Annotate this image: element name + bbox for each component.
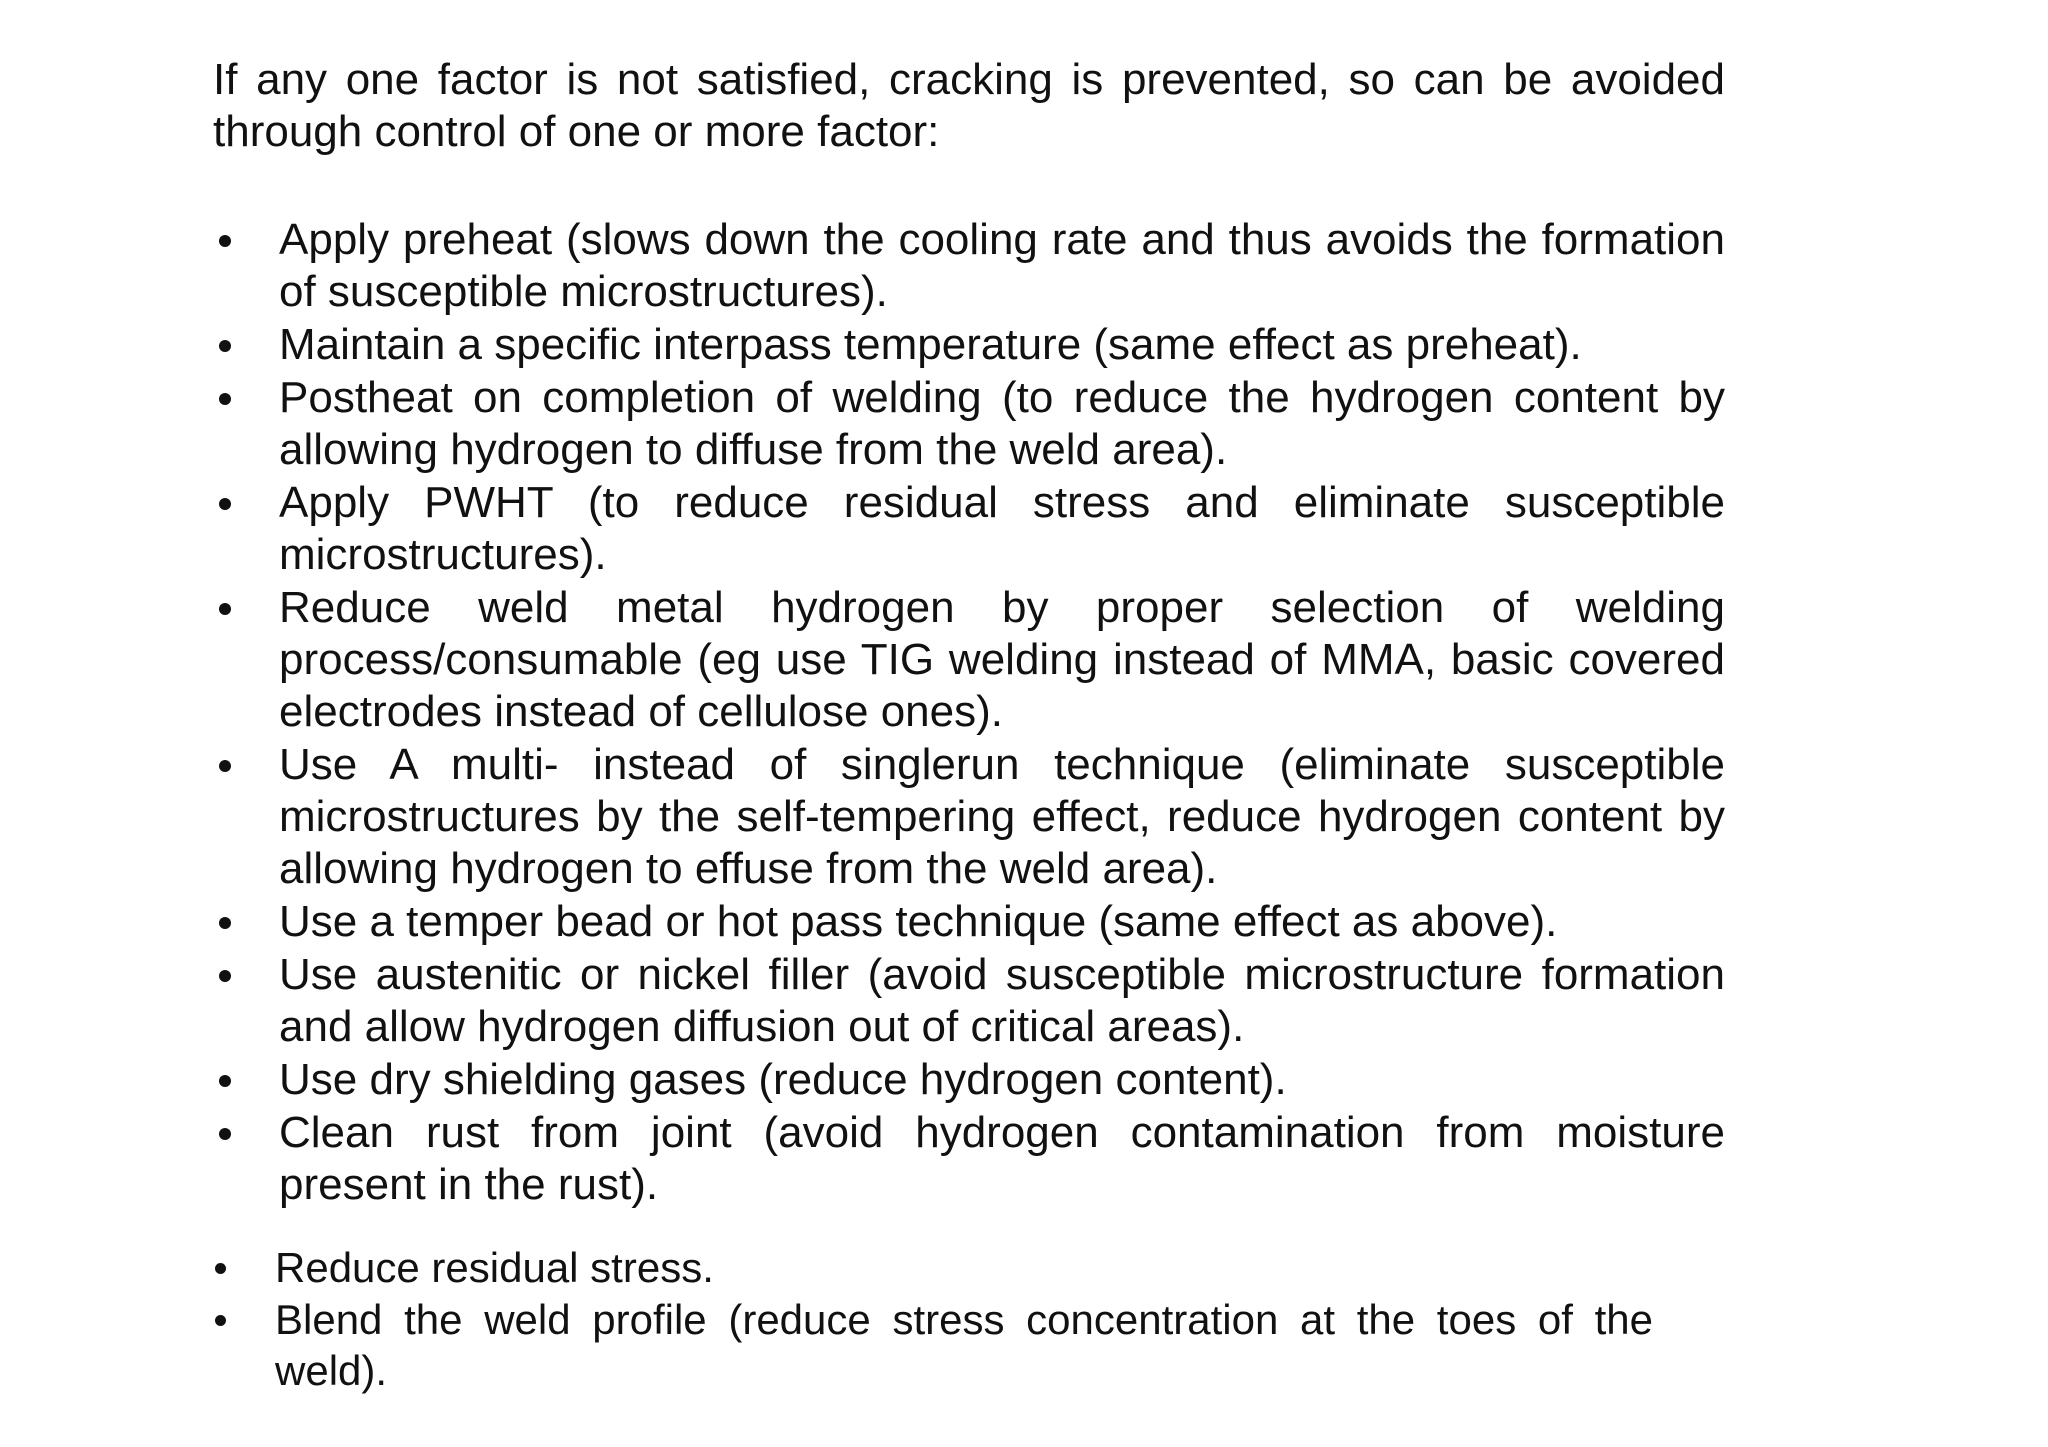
list-item (213, 477, 1725, 581)
bullet-icon (215, 1263, 226, 1274)
list-item-text: Blend the weld profile (reduce stress concentration at the toes of the weld). (275, 1296, 1653, 1394)
list-item (213, 582, 1725, 738)
list-item (213, 739, 1725, 895)
list-item-text: Reduce weld metal hydrogen by proper selection of welding process/consumable (eg use TIG welding instead of MMA, basic covered electrodes instead of cellulose ones). (279, 583, 1725, 736)
preventive-measures-list (213, 214, 1725, 1212)
list-item (213, 1107, 1725, 1211)
bullet-icon (219, 970, 231, 982)
stress-measures-list (213, 1242, 1653, 1397)
list-item-text: Use a temper bead or hot pass technique (same effect as above). (279, 897, 1558, 946)
bullet-icon (219, 760, 231, 772)
list-item-text: Reduce residual stress. (275, 1244, 714, 1291)
list-item-text: Apply PWHT (to reduce residual stress and eliminate susceptible microstructures). (279, 478, 1725, 579)
bullet-icon (219, 498, 231, 510)
bullet-icon (219, 917, 231, 929)
bullet-icon (219, 1128, 231, 1140)
list-item (213, 1054, 1725, 1106)
list-item (213, 896, 1725, 948)
list-item (213, 214, 1725, 318)
list-item-text: Use dry shielding gases (reduce hydrogen content). (279, 1055, 1287, 1104)
list-item-text: Postheat on completion of welding (to reduce the hydrogen content by allowing hydrogen to diffuse from the weld area). (279, 373, 1725, 474)
list-item-text: Use austenitic or nickel filler (avoid susceptible microstructure formation and allow hydrogen diffusion out of critical areas). (279, 950, 1725, 1051)
list-item (213, 949, 1725, 1053)
list-item (213, 372, 1725, 476)
list-item-text: Apply preheat (slows down the cooling rate and thus avoids the formation of susceptible microstructures). (279, 215, 1725, 316)
list-item (213, 319, 1725, 371)
bullet-icon (219, 340, 231, 352)
intro-paragraph: If any one factor is not satisfied, cracking is prevented, so can be avoided through control of one or more factor: (213, 55, 1725, 156)
list-item (213, 1242, 1653, 1293)
bullet-icon (215, 1315, 226, 1326)
list-item (213, 1294, 1653, 1396)
bullet-icon (219, 603, 231, 615)
bullet-icon (219, 235, 231, 247)
bullet-icon (219, 393, 231, 405)
bullet-icon (219, 1075, 231, 1087)
list-item-text: Clean rust from joint (avoid hydrogen contamination from moisture present in the rust). (279, 1108, 1725, 1209)
list-item-text: Maintain a specific interpass temperature (same effect as preheat). (279, 320, 1582, 369)
list-item-text: Use A multi- instead of singlerun technique (eliminate susceptible microstructures by the self-tempering effect, reduce hydrogen content by allowing hydrogen to effuse from the weld area). (279, 740, 1725, 893)
